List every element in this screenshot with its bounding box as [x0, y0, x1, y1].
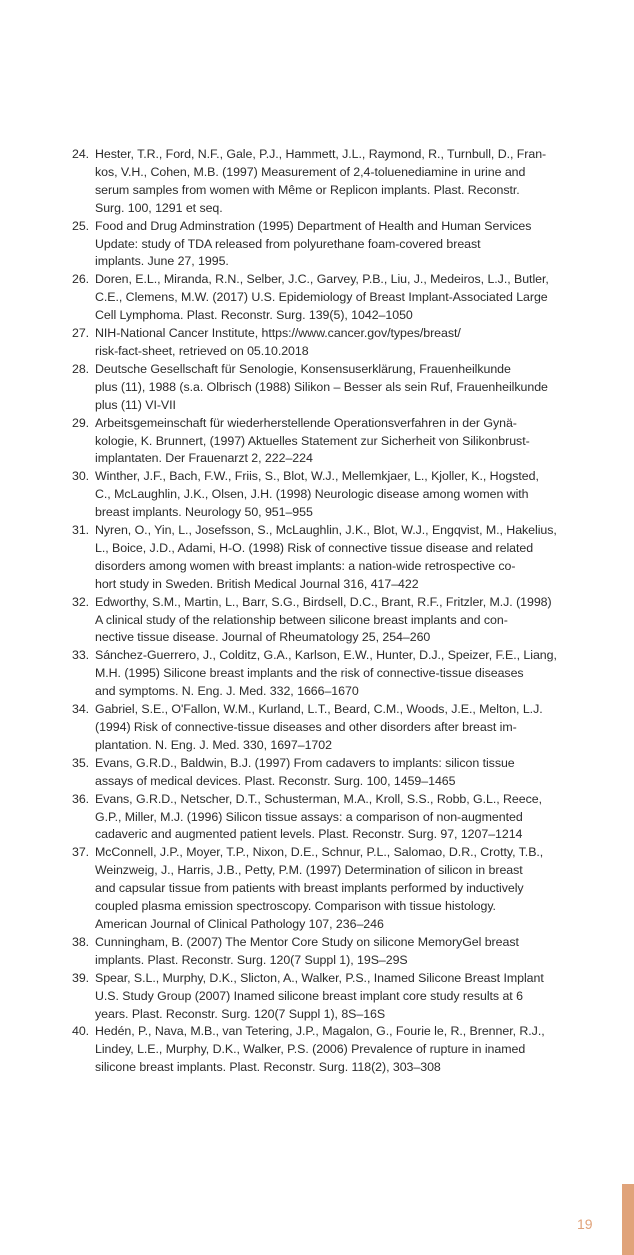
reference-line: Update: study of TDA released from polyurethane foam-covered breast [95, 236, 481, 251]
reference-item [72, 791, 572, 845]
reference-text [95, 594, 572, 648]
reference-number: 32. [72, 594, 90, 609]
reference-text [95, 970, 572, 1024]
reference-line: hort study in Sweden. British Medical Journal 316, 417–422 [95, 576, 419, 591]
reference-item [72, 218, 572, 272]
reference-item [72, 468, 572, 522]
reference-line: A clinical study of the relationship between silicone breast implants and con- [95, 612, 508, 627]
reference-item [72, 755, 572, 791]
reference-line: cadaveric and augmented patient levels. Plast. Reconstr. Surg. 97, 1207–1214 [95, 827, 523, 842]
reference-line: Edworthy, S.M., Martin, L., Barr, S.G., Birdsell, D.C., Brant, R.F., Fritzler, M.J. (1998) [95, 594, 552, 609]
reference-text [95, 415, 572, 469]
reference-line: American Journal of Clinical Pathology 107, 236–246 [95, 916, 384, 931]
reference-line: Nyren, O., Yin, L., Josefsson, S., McLaughlin, J.K., Blot, W.J., Engqvist, M., Hakelius, [95, 523, 557, 538]
reference-line: plantation. N. Eng. J. Med. 330, 1697–1702 [95, 737, 332, 752]
reference-line: Hedén, P., Nava, M.B., van Tetering, J.P., Magalon, G., Fourie le, R., Brenner, R.J., [95, 1024, 545, 1039]
reference-line: Doren, E.L., Miranda, R.N., Selber, J.C., Garvey, P.B., Liu, J., Medeiros, L.J., Butler, [95, 272, 549, 287]
reference-line: Gabriel, S.E., O'Fallon, W.M., Kurland, L.T., Beard, C.M., Woods, J.E., Melton, L.J. [95, 702, 543, 717]
reference-line: kos, V.H., Cohen, M.B. (1997) Measurement of 2,4-toluenediamine in urine and [95, 164, 526, 179]
reference-line: (1994) Risk of connective-tissue diseases and other disorders after breast im- [95, 720, 517, 734]
reference-number: 25. [72, 218, 90, 233]
reference-number: 30. [72, 469, 90, 484]
reference-line: Cell Lymphoma. Plast. Reconstr. Surg. 139(5), 1042–1050 [95, 308, 413, 323]
reference-list [72, 146, 572, 1077]
reference-line: plus (11) VI-VII [95, 397, 176, 412]
reference-item [72, 934, 572, 970]
reference-line: risk-fact-sheet, retrieved on 05.10.2018 [95, 343, 309, 358]
reference-text [95, 361, 572, 415]
reference-line: C., McLaughlin, J.K., Olsen, J.H. (1998) Neurologic disease among women with [95, 487, 529, 502]
reference-item [72, 361, 572, 415]
reference-line: U.S. Study Group (2007) Inamed silicone breast implant core study results at 6 [95, 988, 523, 1003]
reference-line: L., Boice, J.D., Adami, H-O. (1998) Risk of connective tissue disease and related [95, 540, 534, 555]
reference-line: kologie, K. Brunnert, (1997) Aktuelles Statement zur Sicherheit von Silikonbrust- [95, 433, 530, 448]
reference-item [72, 844, 572, 934]
reference-number: 29. [72, 415, 90, 430]
reference-number: 28. [72, 361, 90, 376]
reference-text [95, 701, 572, 755]
reference-item [72, 594, 572, 648]
reference-item [72, 146, 572, 218]
reference-line: NIH-National Cancer Institute, https://www.cancer.gov/types/breast/ [95, 326, 461, 341]
reference-line: implants. Plast. Reconstr. Surg. 120(7 Suppl 1), 19S–29S [95, 952, 408, 967]
reference-line: M.H. (1995) Silicone breast implants and the risk of connective-tissue diseases [95, 666, 524, 681]
reference-line: and symptoms. N. Eng. J. Med. 332, 1666–1670 [95, 684, 359, 699]
reference-number: 27. [72, 326, 90, 341]
reference-text [95, 522, 572, 594]
reference-line: serum samples from women with Même or Replicon implants. Plast. Reconstr. [95, 182, 520, 197]
reference-line: Arbeitsgemeinschaft für wiederherstellende Operationsverfahren in der Gynä- [95, 415, 517, 430]
reference-line: G.P., Miller, M.J. (1996) Silicon tissue assays: a comparison of non-augmented [95, 809, 523, 824]
reference-text [95, 755, 572, 791]
reference-number: 37. [72, 845, 90, 860]
reference-line: Winther, J.F., Bach, F.W., Friis, S., Blot, W.J., Mellemkjaer, L., Kjoller, K., Hogsted, [95, 469, 539, 484]
reference-line: silicone breast implants. Plast. Reconstr. Surg. 118(2), 303–308 [95, 1060, 441, 1075]
reference-item [72, 1023, 572, 1077]
reference-number: 24. [72, 147, 90, 161]
reference-line: and capsular tissue from patients with breast implants performed by inductively [95, 881, 524, 896]
reference-line: Deutsche Gesellschaft für Senologie, Konsensuserklärung, Frauenheilkunde [95, 361, 511, 376]
reference-text [95, 271, 572, 325]
reference-line: breast implants. Neurology 50, 951–955 [95, 505, 313, 520]
reference-item [72, 415, 572, 469]
reference-text [95, 934, 572, 970]
reference-line: Hester, T.R., Ford, N.F., Gale, P.J., Hammett, J.L., Raymond, R., Turnbull, D., Fran- [95, 147, 547, 161]
reference-number: 33. [72, 648, 90, 663]
reference-line: C.E., Clemens, M.W. (2017) U.S. Epidemiology of Breast Implant-Associated Large [95, 290, 548, 305]
reference-line: disorders among women with breast implants: a nation-wide retrospective co- [95, 558, 516, 573]
reference-text [95, 844, 572, 934]
reference-number: 31. [72, 523, 90, 538]
page-number: 19 [577, 1216, 593, 1232]
reference-text [95, 146, 572, 218]
reference-line: Spear, S.L., Murphy, D.K., Slicton, A., Walker, P.S., Inamed Silicone Breast Implant [95, 970, 544, 985]
reference-line: Surg. 100, 1291 et seq. [95, 200, 223, 215]
reference-line: implants. June 27, 1995. [95, 254, 229, 269]
reference-number: 38. [72, 934, 90, 949]
reference-text [95, 647, 572, 701]
reference-number: 39. [72, 970, 90, 985]
reference-line: coupled plasma emission spectroscopy. Comparison with tissue histology. [95, 899, 496, 914]
reference-line: implantaten. Der Frauenarzt 2, 222–224 [95, 451, 313, 466]
reference-line: years. Plast. Reconstr. Surg. 120(7 Suppl 1), 8S–16S [95, 1006, 386, 1021]
reference-text [95, 218, 572, 272]
reference-line: Cunningham, B. (2007) The Mentor Core Study on silicone MemoryGel breast [95, 934, 519, 949]
page-edge-tab [622, 1184, 634, 1255]
reference-item [72, 970, 572, 1024]
reference-number: 26. [72, 272, 90, 287]
reference-number: 34. [72, 702, 90, 717]
reference-text [95, 1023, 572, 1077]
reference-item [72, 701, 572, 755]
reference-line: McConnell, J.P., Moyer, T.P., Nixon, D.E., Schnur, P.L., Salomao, D.R., Crotty, T.B., [95, 845, 544, 860]
reference-line: Evans, G.R.D., Baldwin, B.J. (1997) From cadavers to implants: silicon tissue [95, 755, 515, 770]
reference-number: 35. [72, 755, 90, 770]
reference-number: 36. [72, 791, 90, 806]
reference-text [95, 791, 572, 845]
reference-line: assays of medical devices. Plast. Reconstr. Surg. 100, 1459–1465 [95, 773, 456, 788]
reference-line: Sánchez-Guerrero, J., Colditz, G.A., Karlson, E.W., Hunter, D.J., Speizer, F.E., Liang, [95, 648, 557, 663]
reference-text [95, 325, 572, 361]
reference-line: Food and Drug Adminstration (1995) Department of Health and Human Services [95, 218, 532, 233]
reference-line: nective tissue disease. Journal of Rheumatology 25, 254–260 [95, 630, 431, 645]
reference-line: Lindey, L.E., Murphy, D.K., Walker, P.S. (2006) Prevalence of rupture in inamed [95, 1042, 526, 1057]
reference-line: Evans, G.R.D., Netscher, D.T., Schusterman, M.A., Kroll, S.S., Robb, G.L., Reece, [95, 791, 542, 806]
reference-item [72, 522, 572, 594]
reference-item [72, 325, 572, 361]
reference-line: plus (11), 1988 (s.a. Olbrisch (1988) Silikon – Besser als sein Ruf, Frauenheilkunde [95, 379, 548, 394]
reference-item [72, 647, 572, 701]
reference-number: 40. [72, 1024, 90, 1039]
reference-text [95, 468, 572, 522]
reference-item [72, 271, 572, 325]
reference-line: Weinzweig, J., Harris, J.B., Petty, P.M. (1997) Determination of silicon in breast [95, 863, 523, 878]
